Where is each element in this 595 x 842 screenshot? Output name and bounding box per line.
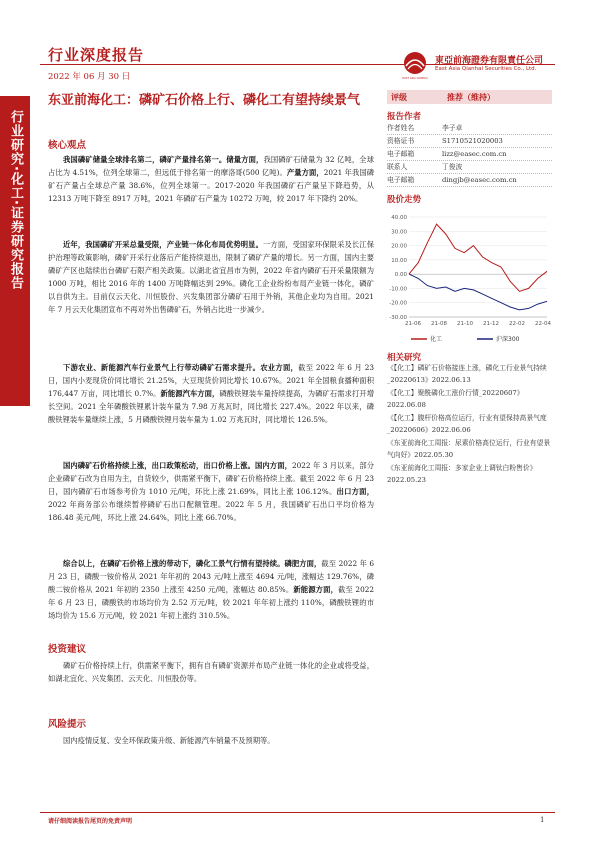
x-tick-label: 22-04 [535, 321, 551, 327]
legend-label: 化工 [430, 336, 443, 343]
core-view-paragraph-5: 综合以上，在磷矿石价格上涨的带动下，磷化工景气行情有望持续。磷肥方面，截至 2022 年 6 月 23 日，磷酸一铵价格从 2021 年年初的 2043 元/吨上涨至 4694 元/吨，涨幅达 129.76%，磷酸二铵价格从 2021 年初的 2350 上涨至 4250 元/吨，涨幅达 80.85%。新能源方面，截至 2022 年 6 月 23 日，磷酸铁的市场均价为 2.52 万元/吨，较 2021 年年初上涨约 110%，磷酸铁锂的市场均价为 15.6 万元/吨，较 2021 年初上涨约 310.5%。 [48, 559, 374, 620]
related-research-item: 《东亚前海化工周报：尿素价格高位运行，行业有望景气向好》2022.05.30 [387, 439, 551, 459]
analyst-heading: 报告作者 [387, 112, 422, 122]
legend-label: 沪深300 [496, 336, 520, 343]
y-tick-label: -30.00 [389, 315, 407, 321]
investment-heading: 投资建议 [48, 644, 87, 655]
related-research-item: 《【化工】腹杆价格高位运行，行业有望保持高景气度_20220606》2022.06.06 [387, 414, 547, 434]
y-tick-label: 30.00 [391, 229, 407, 236]
risk-paragraph: 国内疫情反复、安全环保政策升级、新能源汽车销量不及预期等。 [63, 736, 275, 745]
analyst-info-value: 丁俊波 [442, 163, 463, 171]
analyst-info-value: 李子卓 [442, 124, 463, 132]
analyst-info-row [387, 148, 552, 161]
related-research-item: 《东亚前海化工周报：多家企业上调钛白粉售价》2022.05.23 [387, 464, 537, 484]
price-chart-svg [387, 209, 552, 347]
x-tick-label: 21-12 [483, 321, 499, 327]
analyst-info-key: 联系人 [387, 163, 408, 171]
core-view-paragraph-4: 国内磷矿石价格持续上涨，出口政策松动，出口价格上涨。国内方面，2022 年 3 月以来，部分企业磷矿石改为自用为主，自货较少，供需紧平衡下，磷矿石价格持续上涨。截至 2022 年 6 月 23 日，国内磷矿石市场参考价为 1010 元/吨，环比上涨 21.69%，同比上涨 106.12%。出口方面，2022 年商务部公布继续暂停磷矿石出口配额管理。2022 年 5 月，我国磷矿石出口平均价格为 186.48 美元/吨，环比上涨 24.64%，同比上涨 66.70%。 [48, 461, 374, 522]
analyst-info-key: 作者姓名 [387, 124, 415, 132]
paragraph-1-lead: 我国磷矿储量全球排名第二，磷矿产量排名第一。储量方面， [63, 155, 264, 164]
x-tick-label: 21-08 [431, 321, 447, 327]
related-research-item: 《【化工】聚酰磷化工涨价行情_20220607》2022.06.08 [387, 389, 524, 409]
y-tick-label: -10.00 [389, 286, 407, 293]
analyst-info-table [387, 122, 552, 187]
paragraph-5-lead: 综合以上，在磷矿石价格上涨的带动下，磷化工景气行情有望持续。 [63, 559, 285, 568]
page-header [0, 0, 595, 90]
category-sidebar-text: 行业研究·化工·证券研究报告 [8, 110, 23, 290]
y-tick-label: 20.00 [391, 243, 407, 250]
y-tick-label: -20.00 [389, 300, 407, 307]
price-chart [387, 209, 552, 347]
analyst-info-value: lizz@easec.com.cn [442, 150, 507, 158]
analyst-info-row [387, 174, 552, 187]
series-line [409, 274, 547, 310]
footer-divider [40, 812, 555, 813]
core-view-paragraph-2: 近年，我国磷矿开采总量受限，产业链一体化布局优势明显。一方面，受国家环保限采及长江保护治理等政策影响，磷矿开采行业落后产能持续退出，限制了磷矿产量的增长。另一方面，国内主要磷矿产区也陆续出台磷矿石限产相关政策。以湖北省宜昌市为例，2022 年省内磷矿石开采量限额为 1000 万吨，相比 2016 年的 1400 万吨降幅达到 29%。磷化工企业纷纷布局产业链一体化，磷矿以自供为主。目前仅云天化、川恒股份、兴发集团部分磷矿石用于外销，其他企业均为自用。2021 年 7 月云天化集团宣布不再对外出售磷矿石，外销占比进一步减少。 [48, 240, 374, 314]
report-date: 2022 年 06 月 30 日 [48, 72, 131, 82]
analyst-info-row [387, 122, 552, 135]
series-line [409, 224, 547, 291]
paragraph-4-lead: 国内磷矿石价格持续上涨，出口政策松动，出口价格上涨。 [63, 461, 256, 470]
related-research-list [387, 363, 552, 486]
related-research-item: 《【化工】磷矿石价格接连上涨，磷化工行业景气持续_20220613》2022.06.13 [387, 364, 547, 384]
report-type-title: 行业深度报告 [48, 46, 145, 64]
analyst-info-key: 资格证书 [387, 137, 415, 145]
core-view-paragraph-3: 下游农业、新能源汽车行业景气上行带动磷矿石需求提升。农业方面，截至 2022 年 6 月 23 日，国内小麦现货价同比增长 21.25%，大豆现货价同比增长 10.67%。2021 年全国粮食播种面积 176,447 万亩，同比增长 0.7%。新能源汽车方面，磷酸铁锂装车量持续提高，为磷矿石需求打开增长空间。2021 全年磷酸铁锂累计装车量为 7.98 万兆瓦时，同比增长 227.4%。2022 年以来，磷酸铁锂装车量继续上涨，5 月磷酸铁锂月装车量为 1.02 万兆瓦时，同比增长 126.5%。 [48, 363, 374, 424]
analyst-info-key: 电子邮箱 [387, 176, 415, 184]
core-view-paragraph-1: 我国磷矿储量全球排名第二，磷矿产量排名第一。储量方面，我国磷矿石储量为 32 亿吨，全球占比为 4.51%，位列全球第二，但远低于排名第一的摩洛哥(500 亿吨)。产量方面，2021 年我国磷矿石产量占全球总产量 38.6%，位列全球第一。2017-2020 年我国磷矿石产量呈下降趋势，从 12313 万吨下降至 8917 万吨，2021 年磷矿石产量为 10272 万吨，较 2017 年下降约 20%。 [48, 155, 374, 203]
risk-heading: 风险提示 [48, 719, 87, 730]
company-name-en: East Asia Qianhai Securities Co., Ltd. [435, 66, 537, 72]
rating-label: 评级 [391, 93, 407, 102]
y-tick-label: 0.00 [394, 272, 407, 279]
rating-value: 推荐（维持） [447, 93, 495, 102]
y-tick-label: 10.00 [391, 257, 407, 264]
paragraph-2-lead: 近年，我国磷矿开采总量受限，产业链一体化布局优势明显。 [63, 240, 263, 249]
price-chart-heading: 股价走势 [387, 195, 422, 205]
x-tick-label: 22-02 [509, 321, 525, 327]
analyst-info-row [387, 135, 552, 148]
analyst-info-row [387, 161, 552, 174]
page-number: 1 [540, 816, 545, 824]
investment-paragraph: 磷矿石价格持续上行，供需紧平衡下，拥有自有磷矿资源并布局产业链一体化的企业或将受益，如湖北宜化、兴发集团、云天化、川恒股份等。 [48, 661, 374, 683]
analyst-info-value: S1710521020003 [442, 137, 503, 145]
company-logo-icon [400, 50, 430, 80]
category-sidebar [0, 96, 30, 406]
analyst-info-value: dingjb@easec.com.cn [442, 176, 517, 184]
core-view-heading: 核心观点 [48, 140, 87, 151]
analyst-info-key: 电子邮箱 [387, 150, 415, 158]
paragraph-3-lead: 下游农业、新能源汽车行业景气上行带动磷矿石需求提升。 [63, 363, 261, 372]
right-info-column [387, 90, 552, 488]
x-tick-label: 21-10 [457, 321, 473, 327]
x-tick-label: 21-06 [405, 321, 421, 327]
rating-bar [387, 90, 552, 104]
disclaimer-note: 请仔细阅读报告尾页的免责声明 [48, 818, 133, 825]
logo-wordmark: EAST ASIA QIANHAI [402, 77, 428, 80]
y-tick-label: 40.00 [391, 215, 407, 221]
company-name-cn: 東亞前海證券有限責任公司 [435, 56, 544, 66]
related-research-heading: 相关研究 [387, 353, 422, 363]
report-title: 东亚前海化工：磷矿石价格上行、磷化工有望持续景气 [48, 93, 361, 108]
